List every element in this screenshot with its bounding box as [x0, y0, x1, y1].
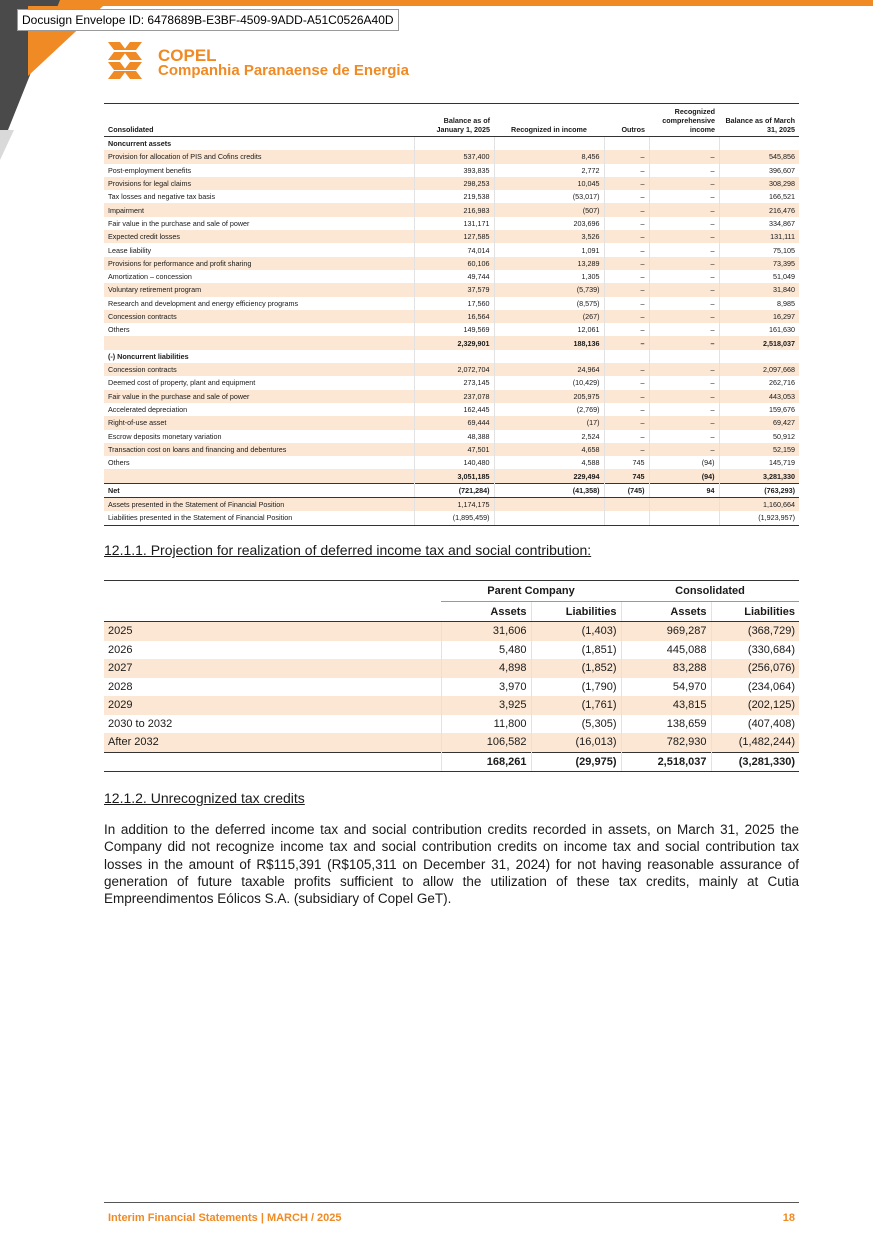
table-cell: –	[649, 310, 719, 323]
table-cell: 745	[604, 456, 649, 469]
table-cell: –	[649, 336, 719, 349]
table-cell: –	[649, 230, 719, 243]
table-cell: 3,925	[441, 696, 531, 715]
table-cell: 273,145	[414, 376, 494, 389]
row-label: 2027	[104, 659, 441, 678]
table-cell: 16,564	[414, 310, 494, 323]
table-row	[104, 283, 799, 296]
row-label: Concession contracts	[104, 363, 414, 376]
table-cell: 60,106	[414, 257, 494, 270]
table-cell: 443,053	[719, 390, 799, 403]
table-cell: 131,171	[414, 217, 494, 230]
table-cell: –	[604, 416, 649, 429]
table-row	[104, 323, 799, 336]
table-cell: (256,076)	[711, 659, 799, 678]
table-cell: (507)	[494, 203, 604, 216]
table-row	[104, 230, 799, 243]
table-cell: 8,456	[494, 150, 604, 163]
table-cell: 5,480	[441, 641, 531, 660]
table-row	[104, 270, 799, 283]
table-cell: (1,761)	[531, 696, 621, 715]
table-cell: 205,975	[494, 390, 604, 403]
table-cell: 3,051,185	[414, 469, 494, 483]
row-label: Liabilities presented in the Statement of Financial Position	[104, 511, 414, 525]
page-number: 18	[782, 1212, 795, 1224]
table-cell: –	[604, 164, 649, 177]
table-cell: 4,658	[494, 443, 604, 456]
table-cell: –	[604, 190, 649, 203]
table-cell: (1,852)	[531, 659, 621, 678]
table-cell: (29,975)	[531, 752, 621, 772]
table-cell: –	[649, 217, 719, 230]
row-label: Fair value in the purchase and sale of power	[108, 218, 250, 228]
table-cell: –	[649, 270, 719, 283]
table-cell: (5,305)	[531, 715, 621, 734]
table-cell: –	[604, 297, 649, 310]
table-cell: (234,064)	[711, 678, 799, 697]
table-row	[104, 257, 799, 270]
row-label: Concession contracts	[104, 310, 414, 323]
table-row	[104, 430, 799, 443]
deferred-tax-movement-table	[104, 103, 799, 526]
table-cell: (267)	[494, 310, 604, 323]
table-cell: 237,078	[414, 390, 494, 403]
row-label: Right-of-use asset	[104, 416, 414, 429]
projection-table	[104, 580, 799, 772]
table-row	[104, 511, 799, 525]
table-cell: (10,429)	[494, 376, 604, 389]
section-title-row	[104, 350, 799, 363]
table-cell: –	[649, 323, 719, 336]
table-cell: 2,518,037	[719, 336, 799, 349]
section-heading-unrecognized: 12.1.2. Unrecognized tax credits	[104, 790, 305, 806]
table-cell: (53,017)	[494, 190, 604, 203]
table-cell: 31,606	[441, 622, 531, 641]
table-cell: –	[649, 203, 719, 216]
table-cell: (17)	[494, 416, 604, 429]
column-header: Balance as of January 1, 2025	[414, 104, 494, 137]
table-row	[104, 752, 799, 772]
table-cell: –	[649, 164, 719, 177]
table-cell: 75,105	[719, 243, 799, 256]
table-cell: (1,851)	[531, 641, 621, 660]
table-cell: –	[604, 203, 649, 216]
table-cell: 73,395	[719, 257, 799, 270]
row-label: Tax losses and negative tax basis	[108, 192, 216, 202]
table-cell: –	[649, 416, 719, 429]
table-row	[104, 733, 799, 752]
table-cell: (407,408)	[711, 715, 799, 734]
table-cell: 83,288	[621, 659, 711, 678]
table-cell: (41,358)	[494, 483, 604, 497]
section-title-row	[104, 137, 799, 151]
table-row	[104, 659, 799, 678]
table-cell: 219,538	[414, 190, 494, 203]
table-cell: 24,964	[494, 363, 604, 376]
table-cell	[494, 498, 604, 512]
table-cell: 43,815	[621, 696, 711, 715]
table-cell: (94)	[649, 469, 719, 483]
table-cell: (3,281,330)	[711, 752, 799, 772]
row-label: 2029	[104, 696, 441, 715]
table-row	[104, 217, 799, 230]
table-cell: (8,575)	[494, 297, 604, 310]
corner-decoration-grey	[0, 130, 14, 160]
table-cell: –	[604, 310, 649, 323]
table-cell: (763,293)	[719, 483, 799, 497]
table-cell: –	[649, 443, 719, 456]
table-cell: 229,494	[494, 469, 604, 483]
table-cell: 74,014	[414, 243, 494, 256]
table-row	[104, 483, 799, 497]
table-cell: –	[604, 390, 649, 403]
table-cell: 216,983	[414, 203, 494, 216]
docusign-envelope-id: Docusign Envelope ID: 6478689B-E3BF-4509-9ADD-A51C0526A40D	[17, 9, 399, 31]
table-cell: –	[649, 283, 719, 296]
table-cell: 745	[604, 469, 649, 483]
table-cell	[494, 511, 604, 525]
table-cell: 216,476	[719, 203, 799, 216]
table-cell: 1,305	[494, 270, 604, 283]
column-header: Assets	[441, 602, 531, 622]
table-cell: –	[604, 230, 649, 243]
table-cell: 49,744	[414, 270, 494, 283]
table-cell: 10,045	[494, 177, 604, 190]
row-label: Voluntary retirement program	[104, 283, 414, 296]
table-cell: (1,482,244)	[711, 733, 799, 752]
footer-title: Interim Financial Statements | MARCH / 2025	[108, 1212, 342, 1224]
table-cell: 13,289	[494, 257, 604, 270]
table-cell: 308,298	[719, 177, 799, 190]
column-header: Balance as of March 31, 2025	[719, 104, 799, 137]
table-cell: –	[649, 177, 719, 190]
row-label: Escrow deposits monetary variation	[108, 431, 222, 441]
table-cell: 2,072,704	[414, 363, 494, 376]
table-row	[104, 164, 799, 177]
table-cell: 298,253	[414, 177, 494, 190]
row-label: Post-employment benefits	[108, 165, 192, 175]
table-cell: (1,895,459)	[414, 511, 494, 525]
table-cell: 203,696	[494, 217, 604, 230]
section-title: (-) Noncurrent liabilities	[108, 351, 189, 361]
table-cell: 138,659	[621, 715, 711, 734]
table-cell: –	[604, 430, 649, 443]
table-row	[104, 403, 799, 416]
table-cell: –	[649, 403, 719, 416]
table-row	[104, 390, 799, 403]
table-cell: (368,729)	[711, 622, 799, 641]
table-row	[104, 243, 799, 256]
table-cell: 131,111	[719, 230, 799, 243]
column-header: Recognized comprehensive income	[649, 104, 719, 137]
table-cell: 4,898	[441, 659, 531, 678]
table-row	[104, 376, 799, 389]
row-label: Transaction cost on loans and financing and debentures	[104, 443, 414, 456]
table-cell: (16,013)	[531, 733, 621, 752]
table-cell: 16,297	[719, 310, 799, 323]
table-cell: –	[649, 430, 719, 443]
top-accent-bar	[0, 0, 873, 6]
table-cell: 48,388	[414, 430, 494, 443]
row-label: Lease liability	[108, 245, 152, 255]
table-cell: –	[604, 443, 649, 456]
row-label: Others	[108, 325, 130, 335]
table-cell: 50,912	[719, 430, 799, 443]
table-cell: 3,281,330	[719, 469, 799, 483]
row-label: Net	[104, 483, 414, 497]
table-row	[104, 443, 799, 456]
table-cell: –	[649, 297, 719, 310]
unrecognized-credits-paragraph: In addition to the deferred income tax and social contribution credits recorded in assets, on March 31, 2025 the Company did not recognize income tax and social contribution credits on income tax and social contribution tax losses in the amount of R$115,391 (R$105,311 on December 31, 2024) for not having reasonable assurance of generation of future taxable profits sufficient to allow the utilization of these tax credits, mainly at Cutia Empreendimentos Eólicos S.A. (subsidiary of Copel GeT).	[104, 822, 799, 907]
table-cell: 393,835	[414, 164, 494, 177]
table-row	[104, 469, 799, 483]
table-cell: 69,427	[719, 416, 799, 429]
table-cell: 2,329,901	[414, 336, 494, 349]
table-row	[104, 310, 799, 323]
table-cell: 149,569	[414, 323, 494, 336]
row-label: Impairment	[104, 203, 414, 216]
table-cell	[604, 511, 649, 525]
table-row	[104, 498, 799, 512]
table-cell: 782,930	[621, 733, 711, 752]
table-cell: 188,136	[494, 336, 604, 349]
row-label: Provisions for legal claims	[104, 177, 414, 190]
table-cell: –	[649, 363, 719, 376]
table-cell	[649, 498, 719, 512]
row-label: 2028	[108, 680, 133, 693]
table-cell: 162,445	[414, 403, 494, 416]
table-cell: 11,800	[441, 715, 531, 734]
table-row	[104, 456, 799, 469]
table-cell: (5,739)	[494, 283, 604, 296]
table-row	[104, 297, 799, 310]
table-cell: 51,049	[719, 270, 799, 283]
table-cell: 8,985	[719, 297, 799, 310]
column-header: Liabilities	[711, 602, 799, 622]
table-cell: 1,160,664	[719, 498, 799, 512]
group-header-consolidated: Consolidated	[621, 581, 799, 602]
row-label: Accelerated depreciation	[108, 405, 188, 415]
brand-name: COPEL	[158, 46, 217, 65]
row-label: Fair value in the purchase and sale of power	[104, 390, 414, 403]
table-cell: 396,607	[719, 164, 799, 177]
table-cell: –	[604, 177, 649, 190]
table-cell: (94)	[649, 456, 719, 469]
table-cell: 2,524	[494, 430, 604, 443]
table-cell: 47,501	[414, 443, 494, 456]
table-row	[104, 622, 799, 641]
table-cell: –	[604, 270, 649, 283]
table-cell: 2,518,037	[621, 752, 711, 772]
table-row	[104, 678, 799, 697]
section-title: Noncurrent assets	[108, 139, 172, 149]
table-row	[104, 696, 799, 715]
table-cell: –	[604, 376, 649, 389]
table-cell: 12,061	[494, 323, 604, 336]
row-label: 2025	[104, 622, 441, 641]
table-cell: 969,287	[621, 622, 711, 641]
row-label: Provisions for performance and profit sharing	[104, 257, 414, 270]
table-cell: 17,560	[414, 297, 494, 310]
table-cell: 545,856	[719, 150, 799, 163]
table-cell: 145,719	[719, 456, 799, 469]
column-header: Outros	[604, 104, 649, 137]
table-cell	[604, 498, 649, 512]
table-cell: (1,790)	[531, 678, 621, 697]
table-cell: –	[604, 217, 649, 230]
table-row	[104, 203, 799, 216]
table-cell: 334,867	[719, 217, 799, 230]
table-cell: 106,582	[441, 733, 531, 752]
table-cell	[649, 511, 719, 525]
table-cell: –	[649, 150, 719, 163]
table-cell: (721,284)	[414, 483, 494, 497]
table-cell: (202,125)	[711, 696, 799, 715]
table-cell: 2,097,668	[719, 363, 799, 376]
table-cell: (330,684)	[711, 641, 799, 660]
table-cell: 69,444	[414, 416, 494, 429]
table-cell: 166,521	[719, 190, 799, 203]
row-label: Research and development and energy efficiency programs	[108, 298, 299, 308]
row-label: 2030 to 2032	[108, 717, 173, 730]
table-cell: –	[649, 257, 719, 270]
table-cell: 537,400	[414, 150, 494, 163]
footer-divider	[104, 1202, 799, 1203]
row-label: Expected credit losses	[104, 230, 414, 243]
row-label: 2026	[108, 643, 133, 656]
column-header: Recognized in income	[494, 104, 604, 137]
row-label: Provision for allocation of PIS and Cofins credits	[104, 150, 414, 163]
table-cell: 140,480	[414, 456, 494, 469]
table-cell: 1,174,175	[414, 498, 494, 512]
row-label	[104, 752, 441, 772]
column-header: Liabilities	[531, 602, 621, 622]
row-label	[104, 336, 414, 349]
group-header-parent-company: Parent Company	[441, 581, 621, 602]
table-cell: –	[604, 150, 649, 163]
table-cell: –	[649, 376, 719, 389]
table-row	[104, 715, 799, 734]
table-cell: –	[604, 323, 649, 336]
row-label: Others	[108, 458, 130, 468]
table-cell: 262,716	[719, 376, 799, 389]
brand-full-name: Companhia Paranaense de Energia	[158, 62, 409, 79]
table-cell: –	[649, 243, 719, 256]
copel-logo-icon	[106, 40, 150, 80]
table-cell: 168,261	[441, 752, 531, 772]
table-row	[104, 641, 799, 660]
table-cell: 54,970	[621, 678, 711, 697]
table-cell: 31,840	[719, 283, 799, 296]
table-cell: –	[649, 190, 719, 203]
table-cell: 161,630	[719, 323, 799, 336]
table-cell: (745)	[604, 483, 649, 497]
table-cell: 3,970	[441, 678, 531, 697]
row-label	[104, 469, 414, 483]
column-header: Consolidated	[104, 104, 414, 137]
table-row	[104, 190, 799, 203]
table-row	[104, 416, 799, 429]
table-cell: 127,585	[414, 230, 494, 243]
table-cell: 1,091	[494, 243, 604, 256]
table-cell: –	[649, 390, 719, 403]
table-cell: 3,526	[494, 230, 604, 243]
table-cell: (2,769)	[494, 403, 604, 416]
table-cell: –	[604, 243, 649, 256]
table-cell: –	[604, 336, 649, 349]
table-cell: –	[604, 283, 649, 296]
table-cell: 445,088	[621, 641, 711, 660]
table-cell: –	[604, 363, 649, 376]
row-label: After 2032	[104, 733, 441, 752]
table-cell: –	[604, 257, 649, 270]
table-row	[104, 336, 799, 349]
table-cell: 37,579	[414, 283, 494, 296]
row-label: Amortization – concession	[108, 272, 192, 282]
table-row	[104, 363, 799, 376]
table-row	[104, 150, 799, 163]
table-cell: 2,772	[494, 164, 604, 177]
section-heading-projection: 12.1.1. Projection for realization of deferred income tax and social contribution:	[104, 542, 592, 558]
table-cell: 52,159	[719, 443, 799, 456]
table-row	[104, 177, 799, 190]
table-cell: (1,403)	[531, 622, 621, 641]
row-label: Deemed cost of property, plant and equipment	[108, 378, 256, 388]
table-cell: 159,676	[719, 403, 799, 416]
table-cell: 94	[649, 483, 719, 497]
table-cell: 4,588	[494, 456, 604, 469]
row-label: Assets presented in the Statement of Financial Position	[104, 498, 414, 512]
table-cell: (1,923,957)	[719, 511, 799, 525]
table-cell: –	[604, 403, 649, 416]
column-header: Assets	[621, 602, 711, 622]
